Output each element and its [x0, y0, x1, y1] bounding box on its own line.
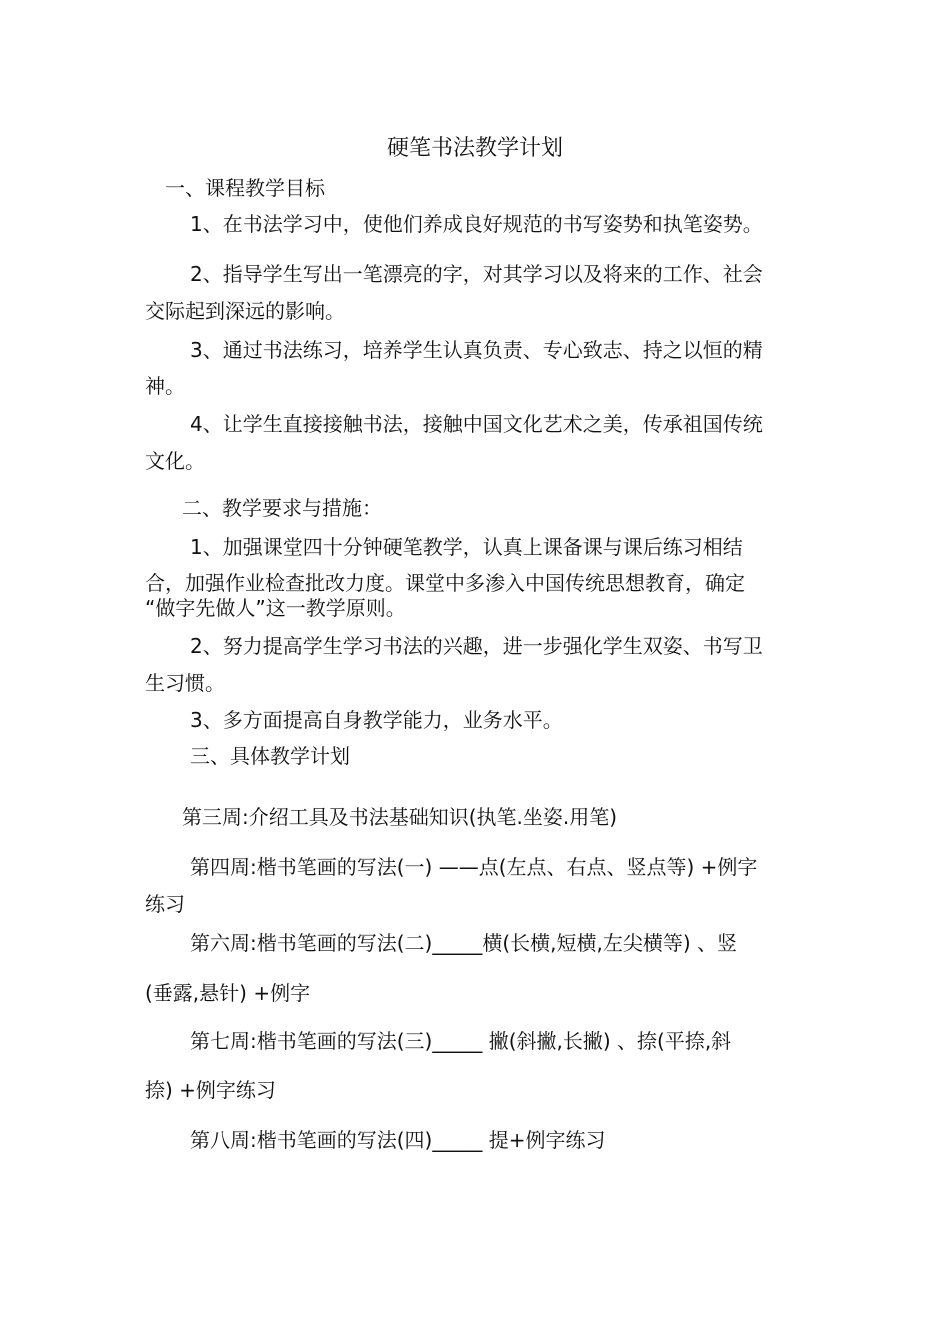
goal-4-line-1: 4、让学生直接接触书法，接触中国文化艺术之美，传承祖国传统: [190, 412, 763, 436]
section1-heading: 一、课程教学目标: [165, 176, 325, 200]
week-4-line-1: 第四周:楷书笔画的写法(一) ——点(左点、右点、竖点等) +例字: [190, 855, 758, 879]
goal-1-line-1: 1、在书法学习中，使他们养成良好规范的书写姿势和执笔姿势。: [190, 212, 763, 236]
goal-4-line-2: 文化。: [145, 449, 205, 473]
measure-1-line-3: “做字先做人”这一教学原则。: [145, 596, 406, 620]
page-title: 硬笔书法教学计划: [386, 136, 563, 161]
measure-3-line-1: 3、多方面提高自身教学能力，业务水平。: [190, 708, 563, 732]
goal-2-line-1: 2、指导学生写出一笔漂亮的字，对其学习以及将来的工作、社会: [190, 262, 763, 286]
measure-2-line-1: 2、努力提高学生学习书法的兴趣，进一步强化学生双姿、书写卫: [190, 634, 763, 658]
goal-3-line-2: 神。: [145, 374, 185, 398]
measure-1-line-2: 合，加强作业检查批改力度。课堂中多渗入中国传统思想教育，确定: [145, 571, 745, 595]
week-8-line-1: 第八周:楷书笔画的写法(四)_____ 提+例字练习: [190, 1128, 606, 1152]
week-7-line-2: 捺) +例字练习: [145, 1078, 276, 1102]
measure-1-line-1: 1、加强课堂四十分钟硬笔教学，认真上课备课与课后练习相结: [190, 535, 743, 559]
week-4-line-2: 练习: [145, 892, 185, 916]
week-3-line-1: 第三周:介绍工具及书法基础知识(执笔.坐姿.用笔): [182, 805, 618, 829]
measure-2-line-2: 生习惯。: [145, 671, 225, 695]
week-6-line-1: 第六周:楷书笔画的写法(二)_____横(长横,短横,左尖横等) 、竖: [190, 931, 738, 955]
section3-heading: 三、具体教学计划: [190, 744, 350, 768]
goal-3-line-1: 3、通过书法练习，培养学生认真负责、专心致志、持之以恒的精: [190, 338, 763, 362]
week-7-line-1: 第七周:楷书笔画的写法(三)_____ 撇(斜撇,长撇) 、捺(平捺,斜: [190, 1029, 732, 1053]
section2-heading: 二、教学要求与措施：: [182, 496, 382, 520]
week-6-line-2: (垂露,悬针) +例字: [145, 981, 311, 1005]
goal-2-line-2: 交际起到深远的影响。: [145, 299, 345, 323]
